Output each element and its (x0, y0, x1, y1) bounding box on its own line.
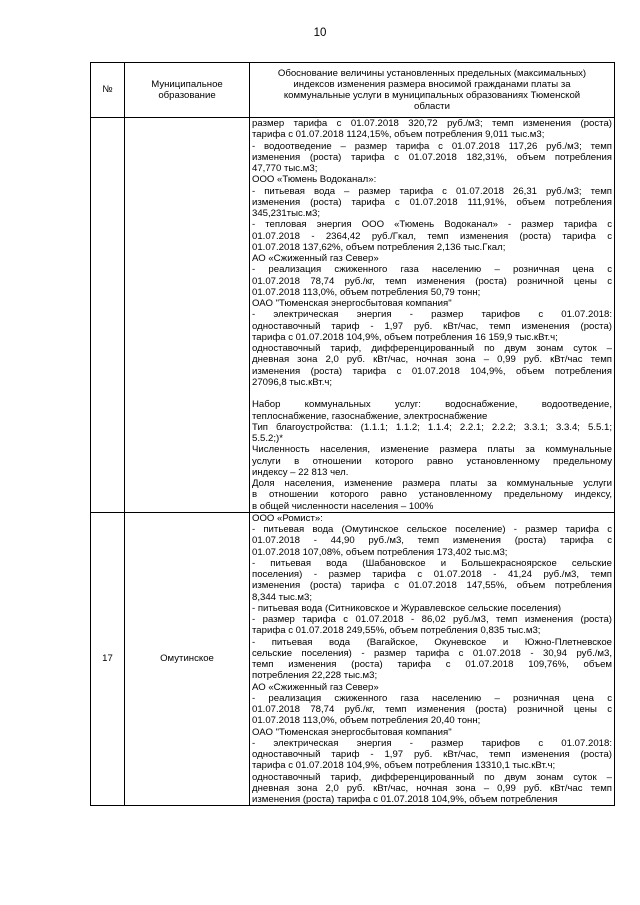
text-line: в общей численности населения – 100% (252, 500, 434, 512)
text-line: одноставочный тариф - 1,97 руб. кВт/час, темп изменения (роста) (252, 749, 612, 760)
text-line: - питьевая вода (Ситниковское и Журавлевское сельские поселения) (252, 602, 562, 614)
page-number: 10 (313, 27, 327, 39)
text-line: изменения (роста) тарифа с 01.07.2018 104,9%, объем потребления (252, 794, 558, 805)
text-line: Набор коммунальных услуг: водоснабжение, водоотведение, (252, 399, 612, 411)
text-line: теплоснабжение, газоснабжение, электроснабжение (252, 410, 488, 422)
text-line: ОАО "Тюменская энергосбытовая компания" (252, 298, 452, 309)
table-row (91, 118, 615, 513)
header-justification (250, 63, 615, 118)
header-line: Обоснование величины установленных предельных (максимальных) (277, 67, 587, 79)
text-line: поселения) - размер тарифа с 01.07.2018 - 41,24 руб./м3, темп (252, 569, 612, 580)
header-number: № (91, 63, 125, 118)
text-line: Доля населения, изменение размера платы за коммунальные услуги (252, 478, 612, 489)
text-line: одноставочный тариф, дифференцированный по двум зонам суток – (252, 771, 612, 783)
header-line: области (414, 101, 450, 113)
text-line: изменения (роста) тарифа с 01.07.2018 104,9%, объем потребления (252, 365, 612, 377)
text-line: потребления 22,228 тыс.м3; (252, 670, 378, 682)
text-line: - водоотведение – размер тарифа с 01.07.2018 117,26 руб./м3; темп (252, 140, 612, 152)
row-number-cell (91, 118, 125, 513)
text-line: 01.07.2018 113,0%, объем потребления 20,40 тонн; (252, 715, 481, 727)
text-line: 27096,8 тыс.кВт.ч; (252, 376, 333, 388)
tariff-table (90, 62, 615, 806)
text-line: дневная зона 2,0 руб. кВт/час, ночная зона – 0,99 руб. кВт/час темп (252, 782, 612, 794)
text-line: изменения (роста) тарифа с 01.07.2018 147,55%, объем потребления (252, 580, 612, 592)
row-justification-cell (250, 512, 615, 806)
text-line: 5.5.2;)* (252, 433, 283, 444)
text-line: - питьевая вода (Омутинское сельское поселение) - размер тарифа с (252, 524, 612, 535)
text-line: 8,344 тыс.м3; (252, 591, 313, 603)
text-line: изменения (роста) тарифа с 01.07.2018 182,31%, объем потребления (252, 151, 612, 163)
text-line: 01.07.2018 - 44,90 руб./м3, темп изменения (роста) тарифа с (252, 535, 612, 547)
header-row (91, 63, 615, 118)
text-line: - размер тарифа с 01.07.2018 - 86,02 руб./м3, темп изменения (роста) (252, 614, 612, 625)
text-line: в отношении которого равно установленному предельному индексу, (252, 489, 612, 501)
text-line: Тип благоустройства: (1.1.1; 1.1.2; 1.1.4; 2.2.1; 2.2.2; 3.3.1; 3.3.4; 5.5.1; (252, 421, 612, 433)
row-municipality-cell (125, 118, 250, 513)
text-line: 01.07.2018 - 2364,42 руб./Гкал, темп изменения (роста) тарифа с (252, 230, 612, 242)
text-line: тарифа с 01.07.2018 1124,15%, объем потребления 9,011 тыс.м3; (252, 129, 545, 141)
text-line: 01.07.2018 78,74 руб./кг, темп изменения (роста) розничной цены с (252, 275, 612, 287)
text-line: ОАО "Тюменская энергосбытовая компания" (252, 726, 452, 738)
text-line: сельские поселения) - размер тарифа с 01.07.2018 - 30,94 руб./м3, (252, 647, 612, 659)
row-municipality-cell: Омутинское (125, 512, 250, 806)
text-line: АО «Сжиженный газ Север» (252, 253, 379, 264)
text-line: - тепловая энергия ООО «Тюмень Водоканал» - размер тарифа с (252, 219, 612, 231)
text-line: одноставочный тариф - 1,97 руб. кВт/час, темп изменения (роста) (252, 320, 612, 332)
text-line: - питьевая вода – размер тарифа с 01.07.2018 26,31 руб./м3; темп (252, 185, 612, 197)
text-line: тарифа с 01.07.2018 104,9%, объем потребления 16 159,9 тыс.кВт.ч; (252, 331, 558, 343)
text-line: темп изменения (роста) тарифа с 01.07.2018 109,76%, объем (252, 659, 612, 670)
header-municipality: Муниципальное образование (125, 63, 250, 118)
text-line: индексу – 22 813 чел. (252, 466, 349, 478)
text-line: одноставочный тариф, дифференцированный по двум зонам суток – (252, 343, 612, 354)
text-line: - электрическая энергия - размер тарифов с 01.07.2018: (252, 309, 612, 321)
header-line: индексов изменения размера вносимой гражданами платы за (293, 78, 571, 90)
row-number-cell: 17 (91, 512, 125, 806)
text-line: - электрическая энергия - размер тарифов с 01.07.2018: (252, 737, 612, 749)
text-line: размер тарифа с 01.07.2018 320,72 руб./м3; темп изменения (роста) (252, 118, 612, 129)
text-line: 01.07.2018 137,62%, объем потребления 2,136 тыс.Гкал; (252, 241, 506, 253)
text-line: АО «Сжиженный газ Север» (252, 681, 379, 693)
table-row (91, 512, 615, 806)
text-line: Численность населения, изменение размера платы за коммунальные (252, 444, 612, 456)
header-line: коммунальные услуги в муниципальных образованиях Тюменской (283, 90, 581, 101)
text-line (252, 388, 612, 399)
text-line: - реализация сжиженного газа населению – розничная цена с (252, 692, 612, 704)
text-line: изменения (роста) тарифа с 01.07.2018 111,91%, объем потребления (252, 196, 612, 208)
text-line: 01.07.2018 107,08%, объем потребления 173,402 тыс.м3; (252, 546, 508, 558)
text-line: ООО «Ромист»: (252, 512, 323, 524)
text-line: 345,231тыс.м3; (252, 208, 321, 219)
text-line: тарифа с 01.07.2018 104,9%, объем потребления 13310,1 тыс.кВт.ч; (252, 760, 556, 772)
text-line: тарифа с 01.07.2018 249,55%, объем потребления 0,835 тыс.м3; (252, 625, 541, 637)
text-line: 47,770 тыс.м3; (252, 163, 318, 174)
text-line: - реализация сжиженного газа населению – розничная цена с (252, 264, 612, 276)
text-line: 01.07.2018 113,0%, объем потребления 50,79 тонн; (252, 286, 481, 298)
text-line: дневная зона 2,0 руб. кВт/час, ночная зона – 0,99 руб. кВт/час темп (252, 354, 612, 366)
row-justification-cell (250, 118, 615, 513)
text-line: ООО «Тюмень Водоканал»: (252, 174, 377, 186)
text-line: - питьевая вода (Вагайское, Окуневское и Южно-Плетневское (252, 636, 612, 648)
text-line: услуги в отношении которого равно установленному предельному (252, 455, 612, 467)
text-line: 01.07.2018 78,74 руб./кг, темп изменения (роста) розничной цены с (252, 704, 612, 715)
text-line: - питьевая вода (Шабановское и Большекрасноярское сельские (252, 557, 612, 569)
